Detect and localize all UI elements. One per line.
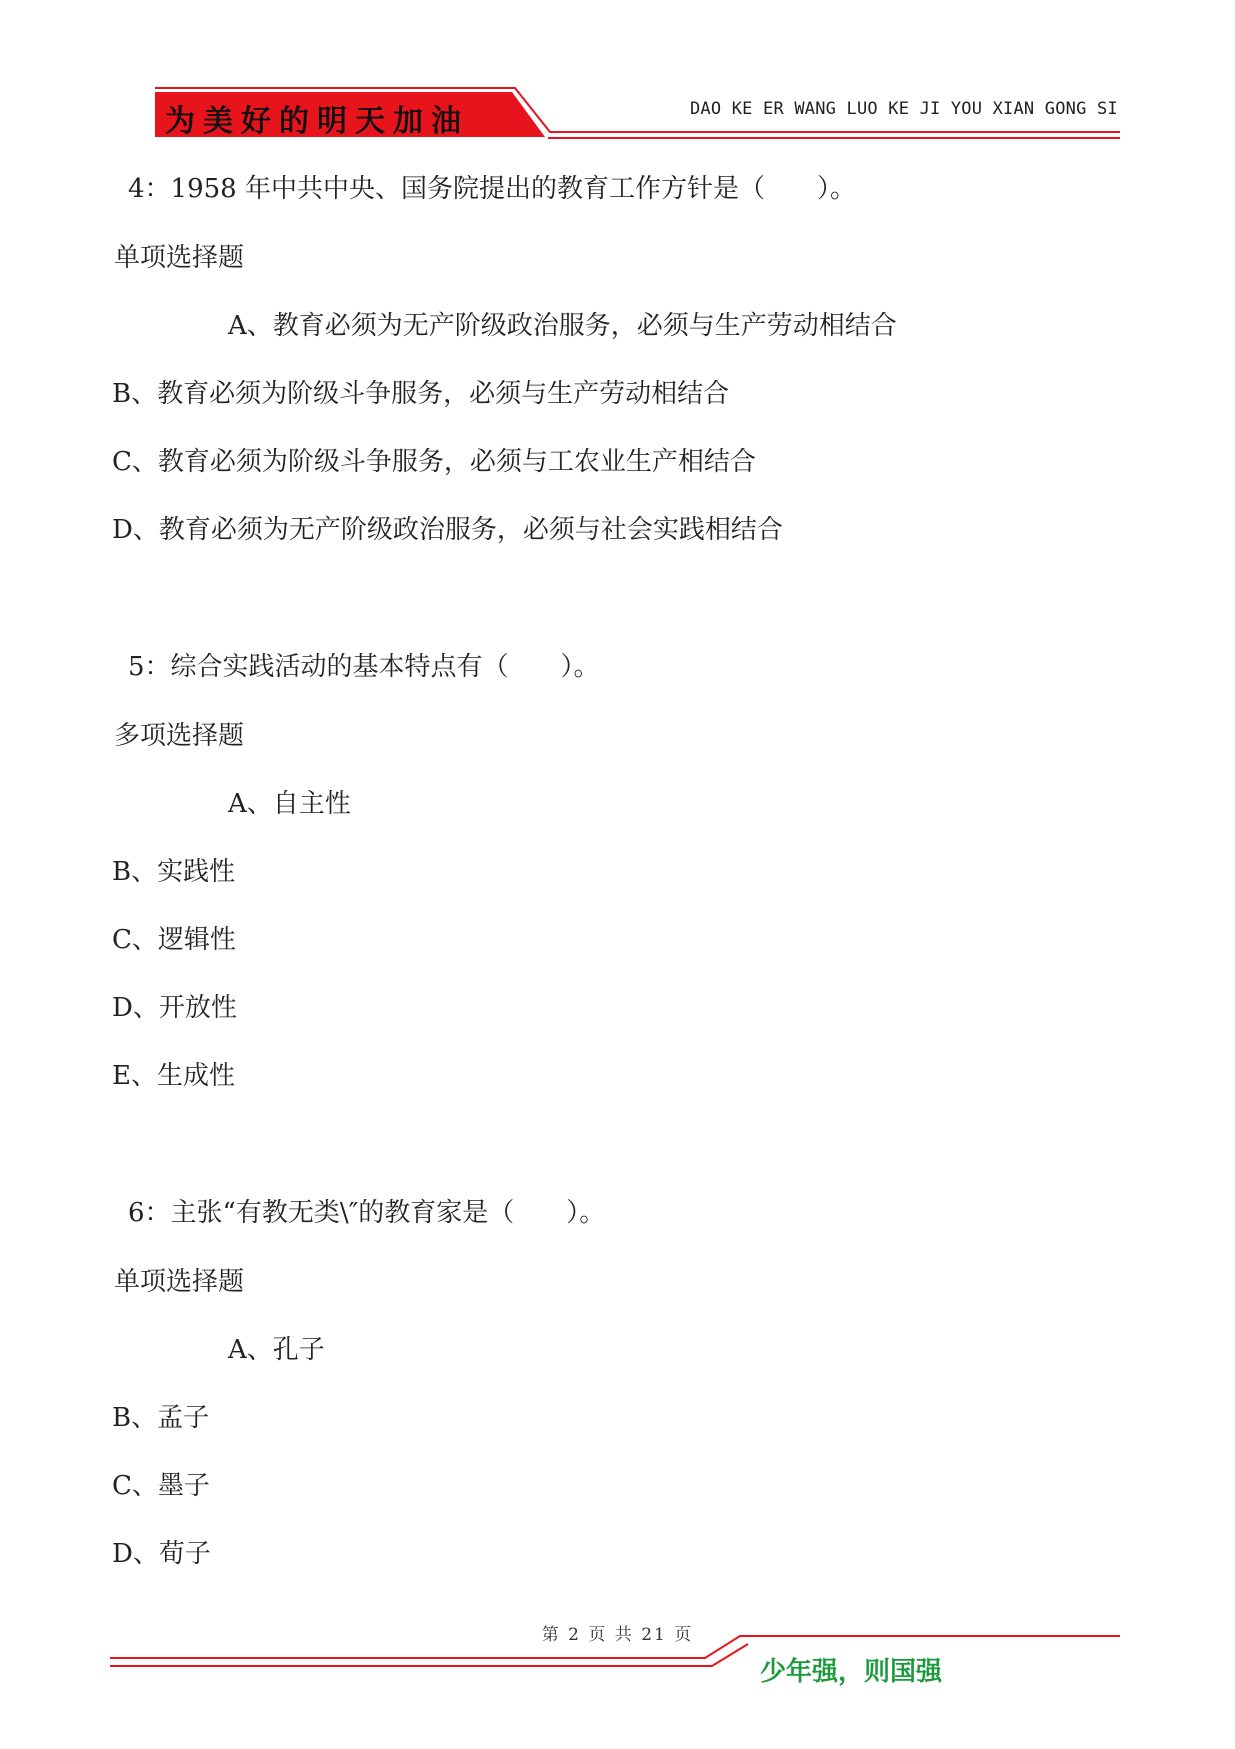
question-title: 5：综合实践活动的基本特点有（ ）。: [128, 652, 600, 682]
option-b: B、教育必须为阶级斗争服务，必须与生产劳动相结合: [112, 379, 730, 409]
question-title: 6：主张“有教无类\″的教育家是（ ）。: [128, 1198, 606, 1228]
footer-bottom-line: [110, 1644, 748, 1666]
option-c: C、墨子: [112, 1471, 210, 1501]
company-name: DAO KE ER WANG LUO KE JI YOU XIAN GONG SI: [690, 99, 1118, 119]
option-c: C、逻辑性: [112, 925, 236, 955]
footer-slogan: 少年强，则国强: [760, 1657, 943, 1687]
option-a: A、教育必须为无产阶级政治服务，必须与生产劳动相结合: [228, 311, 897, 341]
option-d: D、开放性: [112, 993, 237, 1023]
banner-slogan: 为美好的明天加油: [165, 104, 469, 139]
option-b: B、实践性: [112, 857, 236, 887]
option-a: A、孔子: [228, 1335, 325, 1365]
option-c: C、教育必须为阶级斗争服务，必须与工农业生产相结合: [112, 447, 756, 477]
option-d: D、教育必须为无产阶级政治服务，必须与社会实践相结合: [112, 515, 783, 545]
option-e: E、生成性: [112, 1061, 235, 1091]
question-type: 单项选择题: [114, 1267, 245, 1297]
question-type: 单项选择题: [114, 243, 245, 273]
page-header: [0, 0, 1235, 150]
question-type: 多项选择题: [114, 721, 245, 751]
option-a: A、自主性: [228, 789, 351, 819]
question-title: 4：1958 年中共中央、国务院提出的教育工作方针是（ ）。: [128, 174, 856, 204]
option-b: B、孟子: [112, 1403, 210, 1433]
option-d: D、荀子: [112, 1539, 211, 1569]
page-number: 第 2 页 共 21 页: [541, 1625, 694, 1645]
